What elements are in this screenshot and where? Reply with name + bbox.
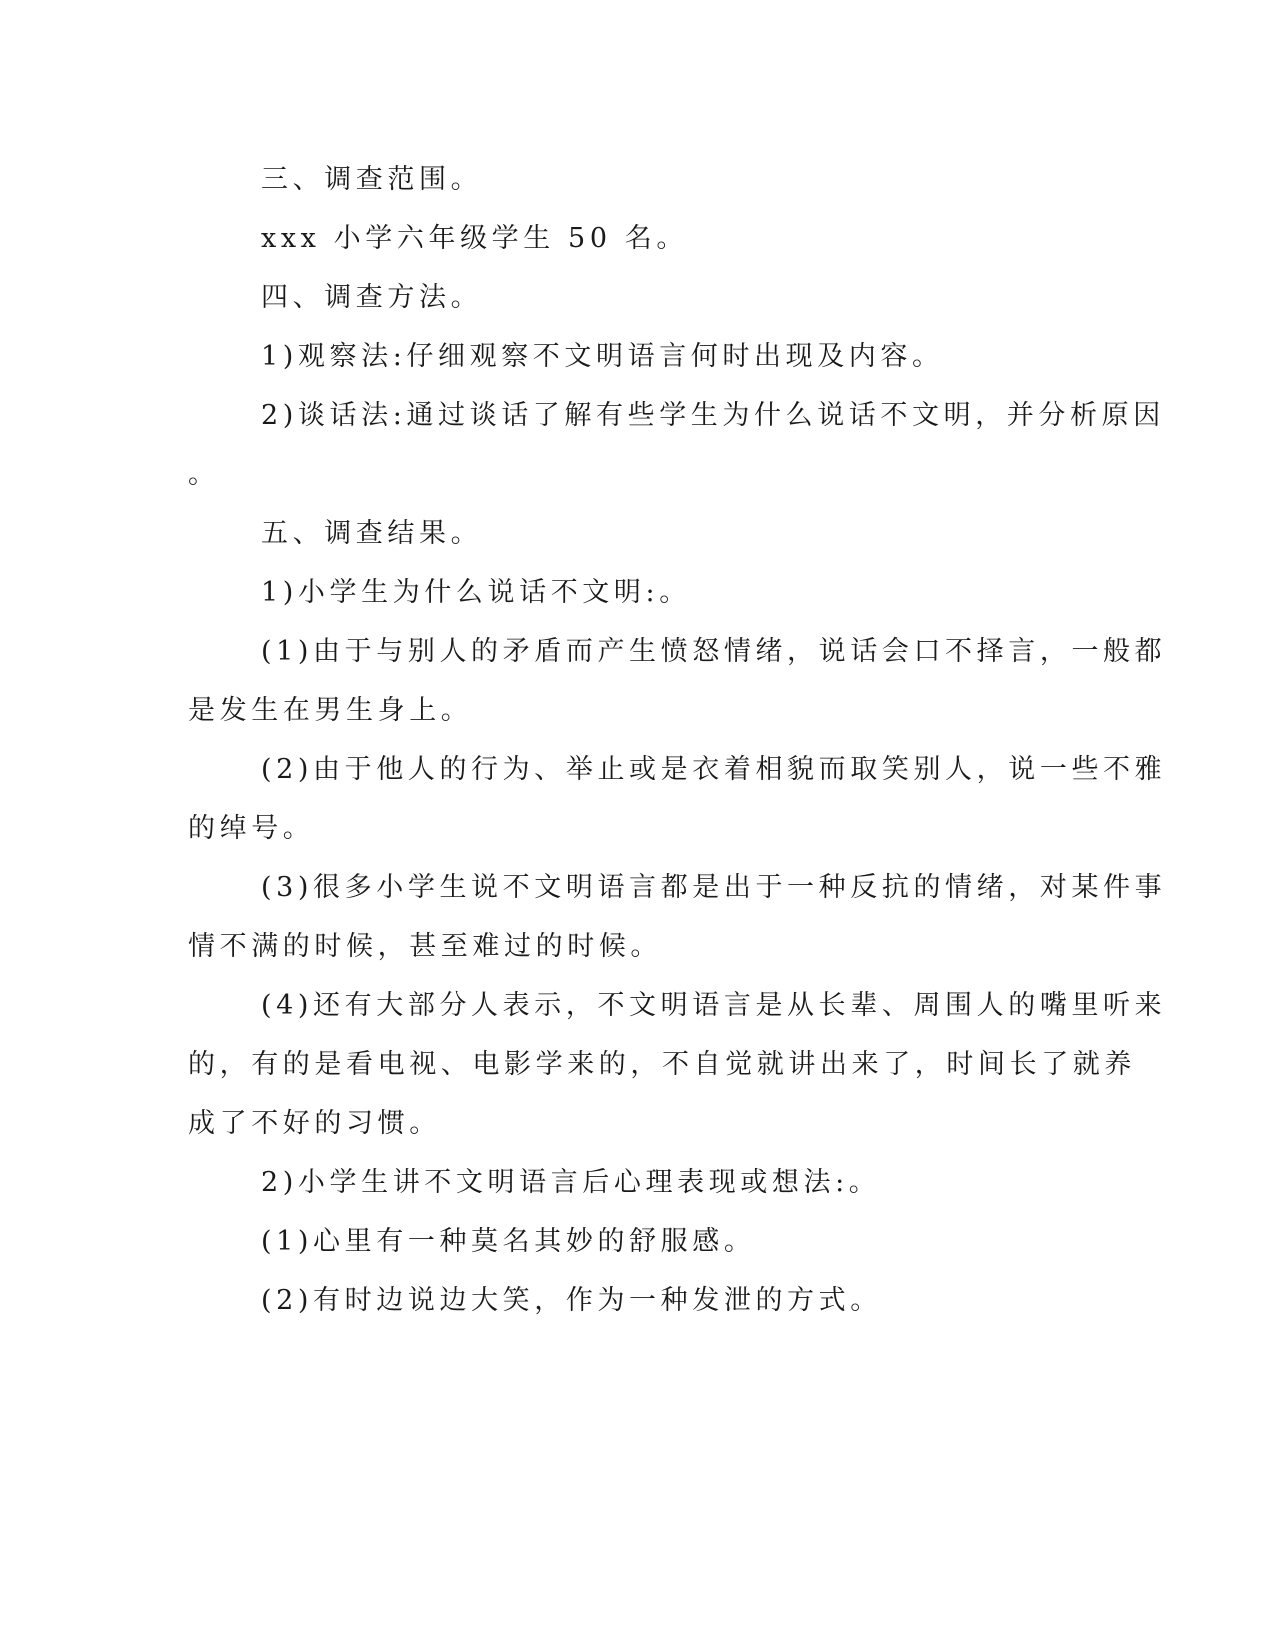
result-subheading-2: 2)小学生讲不文明语言后心理表现或想法:。	[261, 1167, 881, 1198]
result-item-2-cont: 的绰号。	[188, 813, 315, 844]
method-interview: 2)谈话法:通过谈话了解有些学生为什么说话不文明，并分析原因	[261, 400, 1165, 431]
method-interview-cont: 。	[188, 459, 220, 490]
result-item-1: (1)由于与别人的矛盾而产生愤怒情绪，说话会口不择言，一般都	[261, 636, 1167, 667]
section-heading-results: 五、调查结果。	[261, 518, 483, 549]
result-item-2: (2)由于他人的行为、举止或是衣着相貌而取笑别人，说一些不雅	[261, 754, 1167, 785]
result-item-4-cont-2: 成了不好的习惯。	[188, 1108, 441, 1139]
result-item-4-cont: 的，有的是看电视、电影学来的，不自觉就讲出来了，时间长了就养	[188, 1049, 1136, 1080]
scope-text: xxx 小学六年级学生 50 名。	[261, 223, 688, 254]
method-observation: 1)观察法:仔细观察不文明语言何时出现及内容。	[261, 341, 944, 372]
result-subheading-1: 1)小学生为什么说话不文明:。	[261, 577, 691, 608]
section-heading-scope: 三、调查范围。	[261, 164, 483, 195]
result-2-item-2: (2)有时边说边大笑，作为一种发泄的方式。	[261, 1285, 882, 1316]
result-item-3-cont: 情不满的时候，甚至难过的时候。	[188, 931, 662, 962]
result-item-4: (4)还有大部分人表示，不文明语言是从长辈、周围人的嘴里听来	[261, 990, 1167, 1021]
result-item-3: (3)很多小学生说不文明语言都是出于一种反抗的情绪，对某件事	[261, 872, 1167, 903]
result-2-item-1: (1)心里有一种莫名其妙的舒服感。	[261, 1226, 756, 1257]
result-item-1-cont: 是发生在男生身上。	[188, 695, 473, 726]
section-heading-method: 四、调查方法。	[261, 282, 483, 313]
